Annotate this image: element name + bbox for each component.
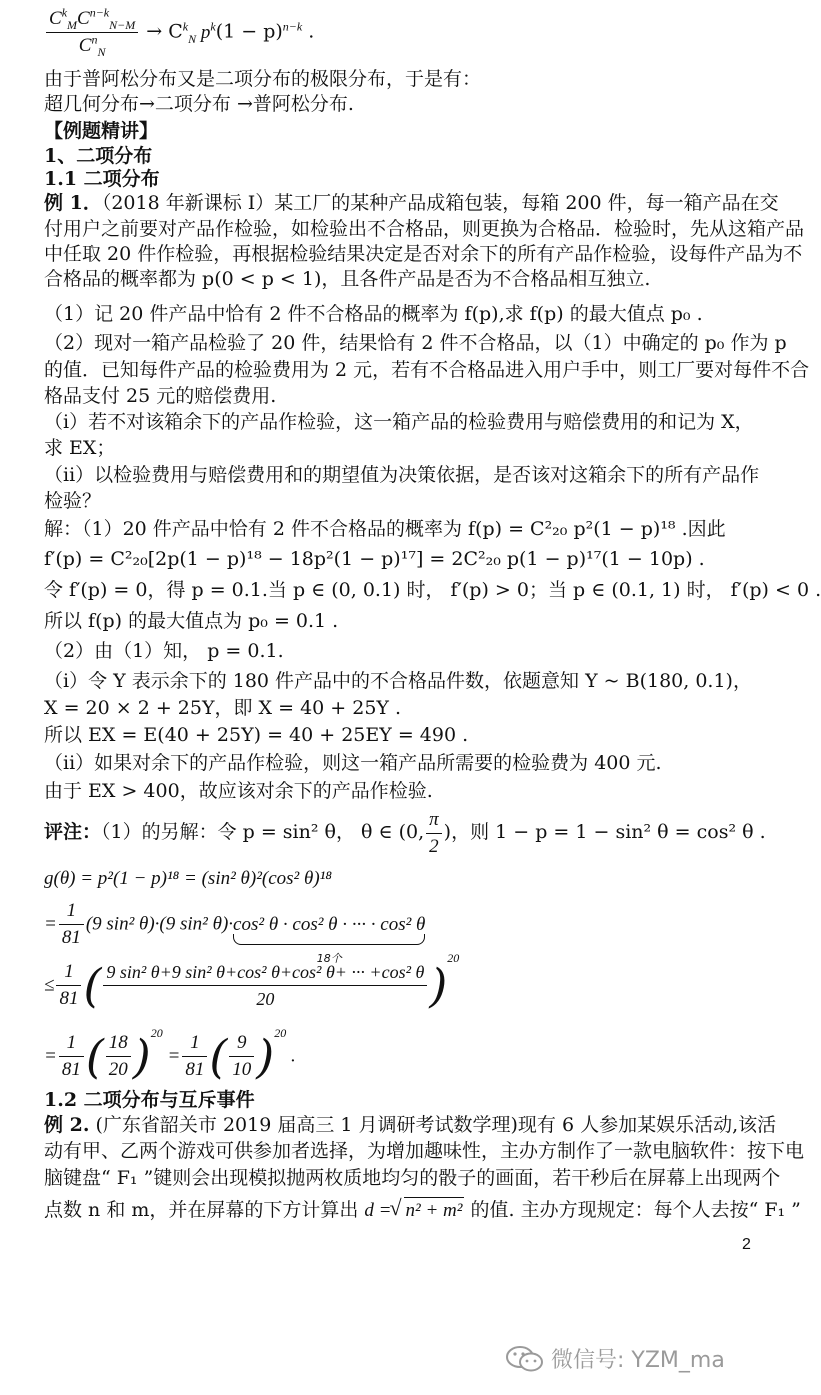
text-line: 合格品的概率都为 p(0 < p < 1)，且各件产品是否为不合格品相互独立. (44, 268, 651, 290)
watermark (505, 1343, 725, 1374)
comment-line-4: ≤ $\frac{1}{81}$ ( $\frac{\text{9 sin² θ+9 sin² θ+cos² θ+cos² θ+ ··· +cos² θ}}{20}$ )$^{20}$ (44, 951, 460, 1013)
watermark-text: 微信号: YZM_ma (551, 1348, 725, 1373)
subsection-heading: 1.1 二项分布 (44, 168, 160, 190)
question-2: （2）现对一箱产品检验了 20 件，结果恰有 2 件不合格品，以（1）中确定的 p₀ 作为 p (44, 332, 787, 354)
solution-line: （i）令 Y 表示余下的 180 件产品中的不合格品件数，依题意知 Y ~ B(180, 0.1)， (44, 670, 752, 692)
example-2-text: 例 2. (广东省韶关市 2019 届高三 1 月调研考试数学理)现有 6 人参加某娱乐活动,该活 (44, 1114, 777, 1136)
solution-line: 令 f′(p) = 0，得 p = 0.1.当 p ∈ (0, 0.1) 时， f′(p) > 0；当 p ∈ (0.1, 1) 时， f′(p) < 0 . (44, 579, 821, 601)
page-number: 2 (742, 1236, 751, 1253)
text-line: 中任取 20 件作检验，再根据检验结果决定是否对余下的所有产品作检验，设每件产品为不 (44, 243, 803, 265)
text-line: 的值．已知每件产品的检验费用为 2 元，若有不合格品进入用户手中，则工厂要对每件不合 (44, 359, 810, 381)
subsection-heading: 1.2 二项分布与互斥事件 (44, 1089, 255, 1111)
comment-line-5: = $\frac{1}{81}$ ( $\frac{18}{20}$ )$^{20}$ = $\frac{1}{81}$ ( $\frac{9}{10}$ )$^{20}$ . (44, 1025, 296, 1084)
question-1: （1）记 20 件产品中恰有 2 件不合格品的概率为 f(p),求 f(p) 的最大值点 p₀ . (44, 303, 703, 325)
text-line: 检验？ (44, 490, 102, 512)
section-heading: 1、二项分布 (44, 145, 153, 167)
question-ii: （ii）以检验费用与赔偿费用和的期望值为决策依据，是否该对这箱余下的所有产品作 (44, 464, 760, 486)
text-line: 求 EX； (44, 437, 116, 459)
question-i: （i）若不对该箱余下的产品作检验，这一箱产品的检验费用与赔偿费用的和记为 X， (44, 411, 754, 433)
text-line: 脑键盘“ F₁ ”键则会出现模拟抛两枚质地均匀的骰子的画面，若干秒后在屏幕上出现两个 (44, 1167, 781, 1189)
solution-line: f′(p) = C²₂₀[2p(1 − p)¹⁸ − 18p²(1 − p)¹⁷] = 2C²₂₀ p(1 − p)¹⁷(1 − 10p) . (44, 548, 705, 570)
solution-line: 由于 EX > 400，故应该对余下的产品作检验. (44, 780, 433, 802)
example-1-text: 例 1．（2018 年新课标 I）某工厂的某种产品成箱包装，每箱 200 件，每一箱产品在交 (44, 192, 779, 214)
solution-line: X = 20 × 2 + 25Y，即 X = 40 + 25Y . (44, 697, 402, 719)
text-line: 超几何分布→二项分布 →普阿松分布. (44, 93, 354, 115)
section-heading: 【例题精讲】 (44, 120, 159, 142)
solution-line: 解：（1）20 件产品中恰有 2 件不合格品的概率为 f(p) = C²₂₀ p²(1 − p)¹⁸ .因此 (44, 518, 726, 540)
solution-line: 所以 EX = E(40 + 25Y) = 40 + 25EY = 490 . (44, 724, 469, 746)
text-line: 动有甲、乙两个游戏可供参加者选择，为增加趣味性，主办方制作了一款电脑软件：按下电 (44, 1140, 805, 1162)
comment-line-1: 评注：（1）的另解：令 p = sin² θ， θ ∈ (0, $\frac{\pi}{2}$ )，则 1 − p = 1 − sin² θ = cos² θ . (44, 808, 766, 857)
text-line: 点数 n 和 m，并在屏幕的下方计算出 d =√ n² + m² 的值. 主办方现规定：每个人去按“ F₁ ” (44, 1197, 743, 1224)
solution-line: （2）由（1）知， p = 0.1. (44, 640, 284, 662)
comment-line-3: = $\frac{1}{81}$ (9 sin² θ)·(9 sin² θ)·cos² θ · cos² θ · ··· · cos² θ 18个 (44, 900, 426, 965)
text-line: 格品支付 25 元的赔偿费用. (44, 385, 277, 407)
formula-hypergeometric-limit: $\frac{C^k_MC^{n-k}_{N-M}}{C^n_N}$ → $C^k_N$ $p^k(1 - p)^{n-k}$ . (44, 6, 743, 59)
comment-line-2: g(θ) = p²(1 − p)¹⁸ = (sin² θ)²(cos² θ)¹⁸ (44, 868, 332, 889)
solution-line: 所以 f(p) 的最大值点为 p₀ = 0.1 . (44, 610, 339, 632)
wechat-icon (505, 1344, 545, 1374)
solution-line: （ii）如果对余下的产品作检验，则这一箱产品所需要的检验费为 400 元. (44, 752, 662, 774)
text-line: 付用户之前要对产品作检验，如检验出不合格品，则更换为合格品．检验时，先从这箱产品 (44, 218, 805, 240)
text-line: 由于普阿松分布又是二项分布的极限分布，于是有： (44, 68, 482, 90)
